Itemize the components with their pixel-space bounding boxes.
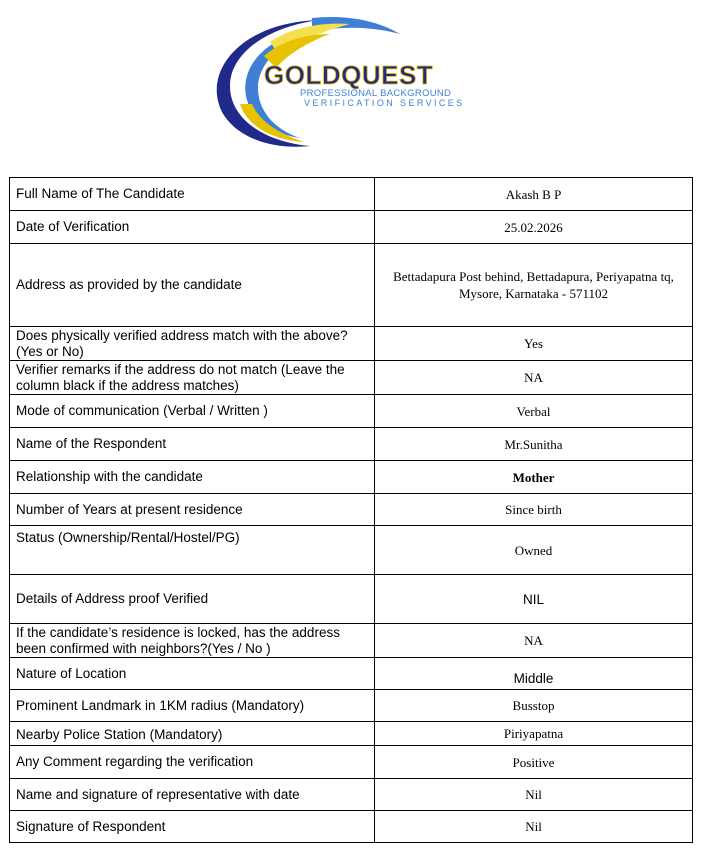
row-label: Status (Ownership/Rental/Hostel/PG) bbox=[10, 526, 375, 575]
table-row bbox=[10, 658, 693, 690]
table-row bbox=[10, 361, 693, 395]
row-value: NIL bbox=[375, 575, 693, 624]
table-row bbox=[10, 428, 693, 461]
table-row bbox=[10, 178, 693, 211]
row-value: NA bbox=[375, 624, 693, 658]
row-label: Date of Verification bbox=[10, 211, 375, 244]
logo-tagline-2: VERIFICATION SERVICES bbox=[304, 98, 465, 108]
table-row bbox=[10, 461, 693, 494]
row-value: Middle bbox=[375, 658, 693, 690]
row-value: Nil bbox=[375, 811, 693, 843]
table-row bbox=[10, 244, 693, 327]
table-row bbox=[10, 575, 693, 624]
row-label: If the candidate’s residence is locked, has the address been confirmed with neighbors?(Yes / No ) bbox=[10, 624, 375, 658]
row-value: Positive bbox=[375, 746, 693, 779]
row-value: Verbal bbox=[375, 395, 693, 428]
row-value: 25.02.2026 bbox=[375, 211, 693, 244]
table-row bbox=[10, 526, 693, 575]
row-label: Nearby Police Station (Mandatory) bbox=[10, 722, 375, 746]
row-label: Details of Address proof Verified bbox=[10, 575, 375, 624]
row-label: Number of Years at present residence bbox=[10, 494, 375, 526]
row-label: Nature of Location bbox=[10, 658, 375, 690]
row-label: Prominent Landmark in 1KM radius (Mandatory) bbox=[10, 690, 375, 722]
row-label: Mode of communication (Verbal / Written ) bbox=[10, 395, 375, 428]
row-value: Mother bbox=[375, 461, 693, 494]
address-line-2: Mysore, Karnataka - 571102 bbox=[459, 286, 608, 301]
row-label: Full Name of The Candidate bbox=[10, 178, 375, 211]
row-value: Busstop bbox=[375, 690, 693, 722]
row-label: Verifier remarks if the address do not match (Leave the column black if the address matches) bbox=[10, 361, 375, 395]
table-row bbox=[10, 690, 693, 722]
row-value: Mr.Sunitha bbox=[375, 428, 693, 461]
table-row bbox=[10, 211, 693, 244]
table-row bbox=[10, 811, 693, 843]
row-label: Relationship with the candidate bbox=[10, 461, 375, 494]
table-row bbox=[10, 327, 693, 361]
row-label: Signature of Respondent bbox=[10, 811, 375, 843]
table-row bbox=[10, 779, 693, 811]
logo-brand-text: GOLDQUEST bbox=[264, 60, 434, 90]
row-label: Does physically verified address match with the above? (Yes or No) bbox=[10, 327, 375, 361]
logo-tagline-1: PROFESSIONAL BACKGROUND bbox=[300, 88, 452, 99]
row-label: Any Comment regarding the verification bbox=[10, 746, 375, 779]
row-value bbox=[375, 244, 693, 327]
row-value: Yes bbox=[375, 327, 693, 361]
row-label: Name and signature of representative with date bbox=[10, 779, 375, 811]
table-row bbox=[10, 722, 693, 746]
table-row bbox=[10, 395, 693, 428]
row-value: Since birth bbox=[375, 494, 693, 526]
address-line-1: Bettadapura Post behind, Bettadapura, Periyapatna tq, bbox=[393, 269, 674, 284]
table-row bbox=[10, 494, 693, 526]
table-row bbox=[10, 624, 693, 658]
row-label: Address as provided by the candidate bbox=[10, 244, 375, 327]
row-value: NA bbox=[375, 361, 693, 395]
table-row bbox=[10, 746, 693, 779]
goldquest-logo bbox=[200, 12, 510, 152]
row-value: Akash B P bbox=[375, 178, 693, 211]
row-value: Owned bbox=[375, 526, 693, 575]
row-value: Piriyapatna bbox=[375, 722, 693, 746]
row-label: Name of the Respondent bbox=[10, 428, 375, 461]
verification-form-table bbox=[9, 177, 693, 843]
row-value: Nil bbox=[375, 779, 693, 811]
